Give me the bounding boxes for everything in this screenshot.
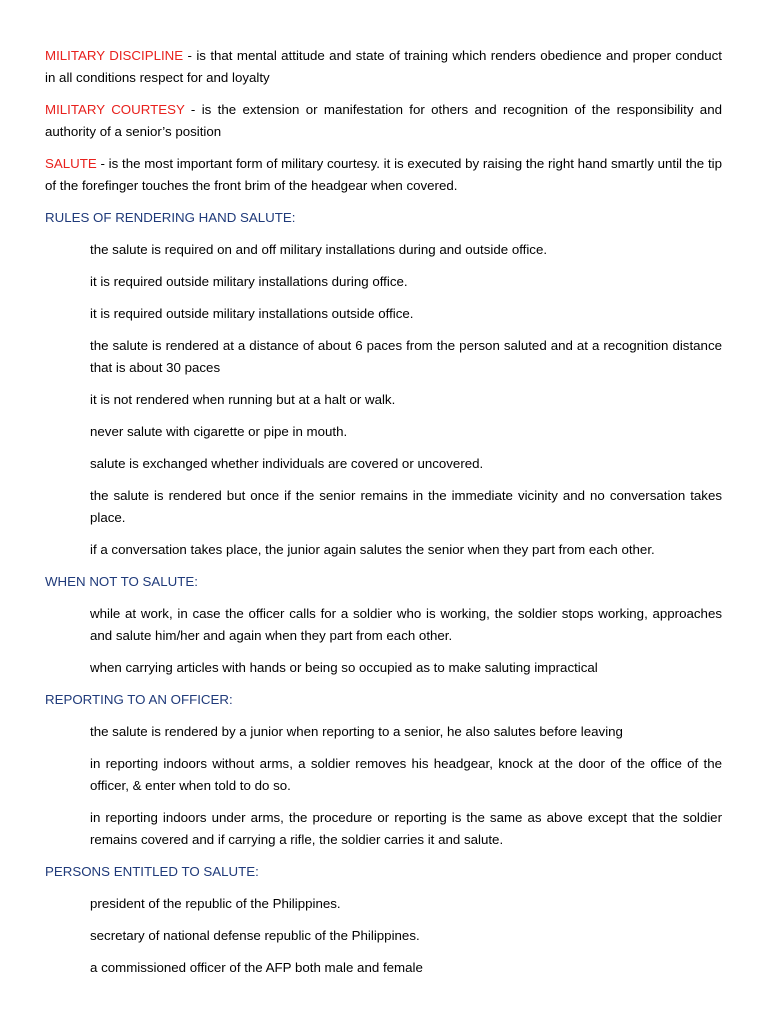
list-item: in reporting indoors without arms, a soldier removes his headgear, knock at the door of the office of the officer, & enter when told to do so. bbox=[90, 756, 722, 793]
section-heading-rules: RULES OF RENDERING HAND SALUTE: bbox=[45, 210, 296, 225]
list-item: it is required outside military installations during office. bbox=[90, 274, 408, 289]
definition-text: - is the extension or manifestation for others and recognition of the responsibility and authority of a senior’s position bbox=[45, 102, 722, 139]
definition-term: MILITARY DISCIPLINE bbox=[45, 48, 184, 63]
section-heading-persons-entitled: PERSONS ENTITLED TO SALUTE: bbox=[45, 864, 259, 879]
definition-term: SALUTE bbox=[45, 156, 97, 171]
definition-term: MILITARY COURTESY bbox=[45, 102, 185, 117]
list-item: if a conversation takes place, the junior again salutes the senior when they part from each other. bbox=[90, 542, 655, 557]
list-item: salute is exchanged whether individuals are covered or uncovered. bbox=[90, 456, 484, 471]
list-item: the salute is rendered but once if the senior remains in the immediate vicinity and no conversation takes place. bbox=[90, 488, 722, 525]
list-item: it is required outside military installations outside office. bbox=[90, 306, 414, 321]
definition-text: - is that mental attitude and state of training which renders obedience and proper conduct in all conditions respect for and loyalty bbox=[45, 48, 722, 85]
list-item: president of the republic of the Philippines. bbox=[90, 896, 341, 911]
list-item: while at work, in case the officer calls for a soldier who is working, the soldier stops working, approaches and salute him/her and again when they part from each other. bbox=[90, 606, 722, 643]
definition-military-courtesy bbox=[45, 99, 722, 143]
list-item: the salute is rendered at a distance of about 6 paces from the person saluted and at a recognition distance that is about 30 paces bbox=[90, 338, 722, 375]
definition-salute bbox=[45, 153, 722, 197]
list-item: the salute is required on and off military installations during and outside office. bbox=[90, 242, 548, 257]
list-item: never salute with cigarette or pipe in mouth. bbox=[90, 424, 348, 439]
definition-military-discipline bbox=[45, 45, 722, 89]
list-item: secretary of national defense republic of the Philippines. bbox=[90, 928, 420, 943]
list-item: when carrying articles with hands or being so occupied as to make saluting impractical bbox=[90, 660, 598, 675]
list-item: it is not rendered when running but at a halt or walk. bbox=[90, 392, 396, 407]
section-heading-reporting: REPORTING TO AN OFFICER: bbox=[45, 692, 233, 707]
document-body bbox=[45, 45, 722, 989]
section-heading-when-not-to-salute: WHEN NOT TO SALUTE: bbox=[45, 574, 198, 589]
list-item: in reporting indoors under arms, the procedure or reporting is the same as above except that the soldier remains covered and if carrying a rifle, the soldier carries it and salute. bbox=[90, 810, 722, 847]
definition-text: - is the most important form of military courtesy. it is executed by raising the right hand smartly until the tip of the forefinger touches the front brim of the headgear when covered. bbox=[45, 156, 722, 193]
list-item: the salute is rendered by a junior when reporting to a senior, he also salutes before leaving bbox=[90, 724, 623, 739]
list-item: a commissioned officer of the AFP both male and female bbox=[90, 960, 423, 975]
